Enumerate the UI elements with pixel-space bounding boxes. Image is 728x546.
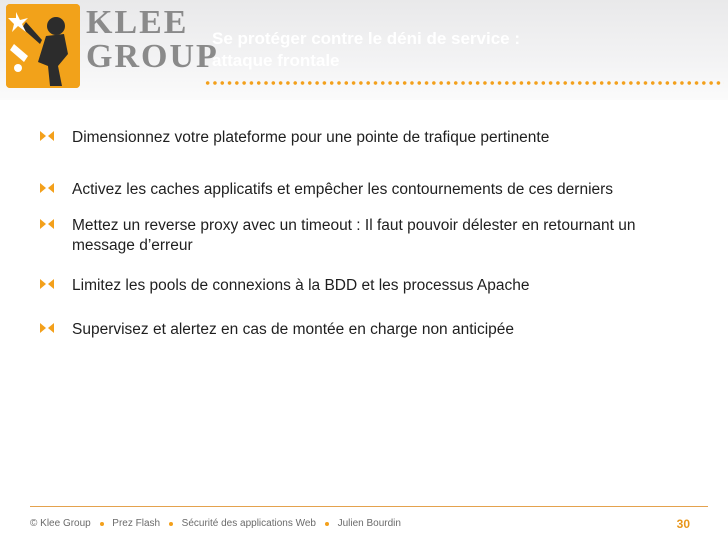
slide-footer xyxy=(30,518,708,534)
footer-dot-icon xyxy=(100,522,104,526)
logo-line-1: KLEE xyxy=(86,4,189,41)
slide-title-line-2: attaque frontale xyxy=(212,51,340,70)
logo-line-2: GROUP xyxy=(86,38,219,75)
klee-group-logo-icon xyxy=(6,4,80,88)
butterfly-bullet-icon xyxy=(40,279,54,289)
butterfly-bullet-icon xyxy=(40,183,54,193)
bullet-text: Activez les caches applicatifs et empêcher les contournements de ces derniers xyxy=(72,181,614,198)
bullet-text: Supervisez et alertez en cas de montée en charge non anticipée xyxy=(72,321,515,338)
footer-copyright: © Klee Group xyxy=(30,518,91,529)
bullet-text: Dimensionnez votre plateforme pour une pointe de trafique pertinente xyxy=(72,129,550,146)
page-number: 30 xyxy=(676,517,690,531)
slide-title xyxy=(212,28,692,72)
dotted-separator xyxy=(204,80,724,86)
bullet-text: Mettez un reverse proxy avec un timeout : Il faut pouvoir délester en retournant un message d’erreur xyxy=(72,217,636,254)
footer-item-prez-flash: Prez Flash xyxy=(112,518,161,529)
company-logo-text xyxy=(86,4,219,75)
butterfly-bullet-icon xyxy=(40,323,54,333)
footer-author: Julien Bourdin xyxy=(337,518,401,529)
footer-dot-icon xyxy=(169,522,173,526)
slide-title-line-1: Se protéger contre le déni de service : xyxy=(212,29,521,48)
footer-divider xyxy=(30,506,708,507)
butterfly-bullet-icon xyxy=(40,131,54,141)
bullet-text: Limitez les pools de connexions à la BDD et les processus Apache xyxy=(72,277,530,294)
slide-header xyxy=(0,0,728,100)
footer-dot-icon xyxy=(325,522,329,526)
footer-item-topic: Sécurité des applications Web xyxy=(181,518,316,529)
butterfly-bullet-icon xyxy=(40,219,54,229)
